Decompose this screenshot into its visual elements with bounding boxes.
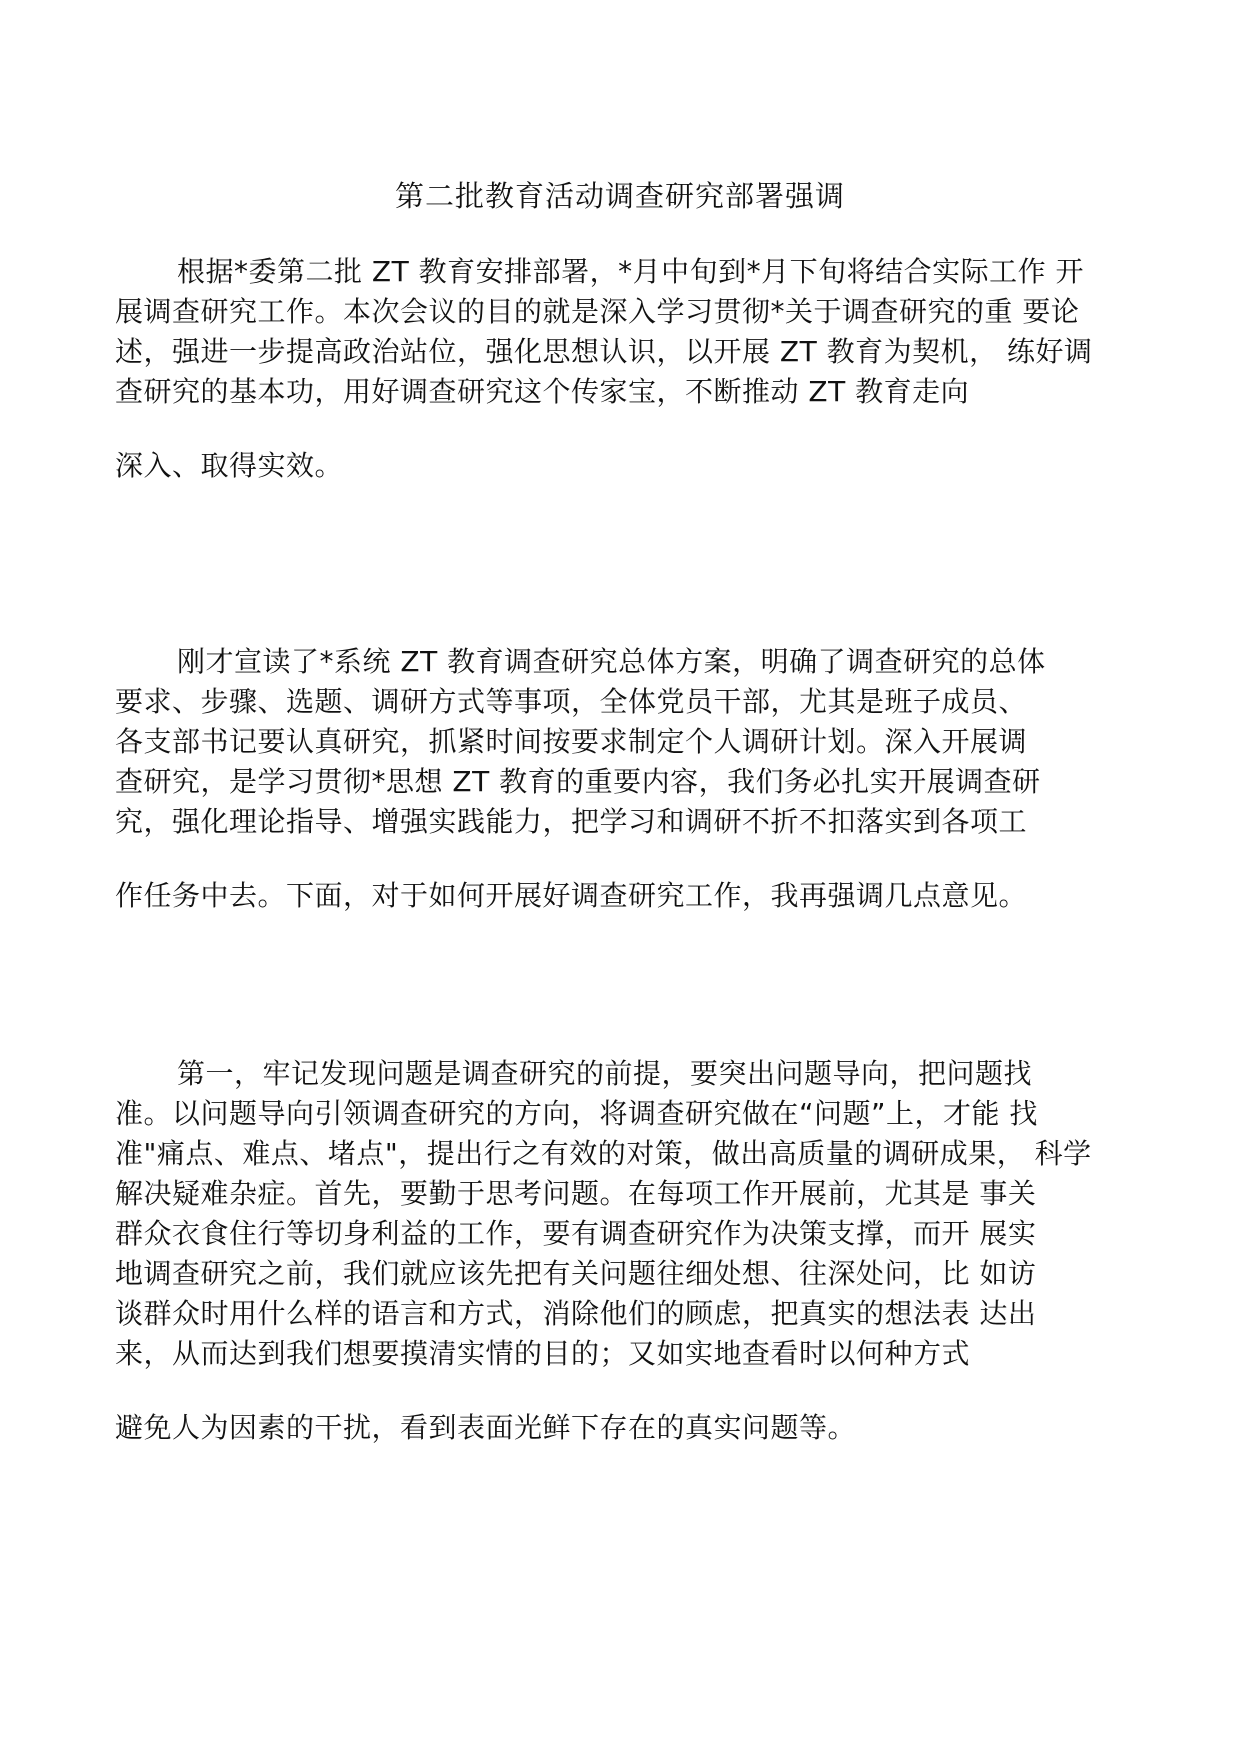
paragraph-line: 谈群众时用什么样的语言和方式，消除他们的顾虑，把真实的想法表 达出 (115, 1297, 1037, 1330)
paragraph-line: 准"痛点、难点、堵点"，提出行之有效的对策，做出高质量的调研成果， 科学 (115, 1137, 1092, 1170)
paragraph-line: 各支部书记要认真研究，抓紧时间按要求制定个人调研计划。深入开展调 (115, 725, 1028, 758)
paragraph-line: 述，强进一步提高政治站位，强化思想认识，以开展 ZT 教育为契机， 练好调 (115, 335, 1093, 368)
paragraph-line: 准。以问题导向引领调查研究的方向，将调查研究做在“问题”上，才能 找 (115, 1097, 1038, 1130)
paragraph-line: 地调查研究之前，我们就应该先把有关问题往细处想、往深处问，比 如访 (115, 1257, 1037, 1290)
paragraph-line: 查研究的基本功，用好调查研究这个传家宝，不断推动 ZT 教育走向 (115, 375, 970, 408)
paragraph-1 (115, 252, 1135, 486)
paragraph-line: 来，从而达到我们想要摸清实情的目的；又如实地查看时以何种方式 (115, 1337, 971, 1370)
paragraph-line: 避免人为因素的干扰，看到表面光鲜下存在的真实问题等。 (115, 1411, 857, 1444)
paragraph-line: 究，强化理论指导、增强实践能力，把学习和调研不折不扣落实到各项工 (115, 805, 1028, 838)
document-title: 第二批教育活动调查研究部署强调 (394, 179, 845, 213)
paragraph-line: 群众衣食住行等切身利益的工作，要有调查研究作为决策支撑，而开 展实 (115, 1217, 1037, 1250)
paragraph-2 (115, 642, 1135, 916)
paragraph-line: 要求、步骤、选题、调研方式等事项，全体党员干部，尤其是班子成员、 (115, 685, 1028, 718)
paragraph-line: 解决疑难杂症。首先，要勤于思考问题。在每项工作开展前，尤其是 事关 (115, 1177, 1037, 1210)
paragraph-line: 作任务中去。下面，对于如何开展好调查研究工作，我再强调几点意见。 (115, 879, 1028, 912)
paragraph-line: 根据*委第二批 ZT 教育安排部署，*月中旬到*月下旬将结合实际工作 开 (177, 255, 1084, 288)
paragraph-3 (115, 1054, 1135, 1448)
paragraph-line: 展调查研究工作。本次会议的目的就是深入学习贯彻*关于调查研究的重 要论 (115, 295, 1080, 328)
paragraph-line: 第一，牢记发现问题是调查研究的前提，要突出问题导向，把问题找 (177, 1057, 1033, 1090)
paragraph-line: 查研究，是学习贯彻*思想 ZT 教育的重要内容，我们务必扎实开展调查研 (115, 765, 1041, 798)
paragraph-line: 深入、取得实效。 (115, 449, 344, 482)
paragraph-line: 刚才宣读了*系统 ZT 教育调查研究总体方案，明确了调查研究的总体 (177, 645, 1046, 678)
